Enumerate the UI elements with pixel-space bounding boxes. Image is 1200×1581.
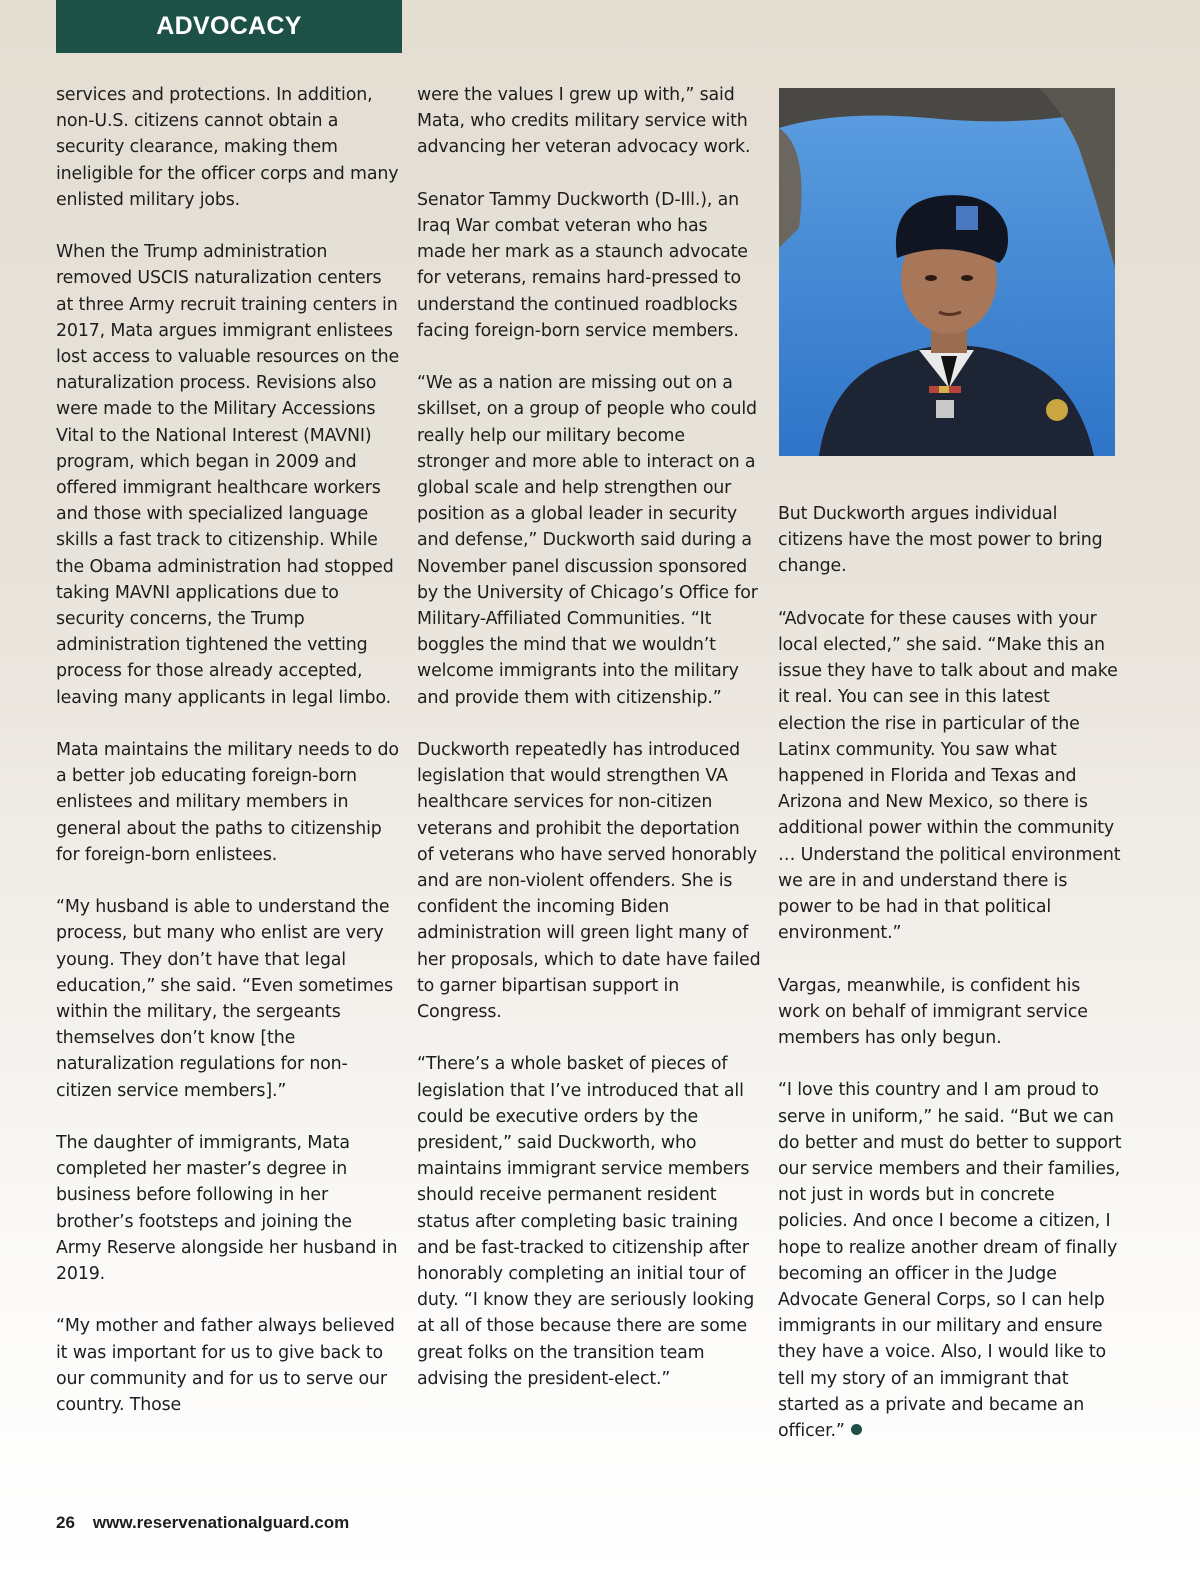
paragraph: were the values I grew up with,” said Mata, who credits military service with advancing her veteran advocacy work.: [417, 85, 751, 158]
paragraph: But Duckworth argues individual citizens have the most power to bring change.: [778, 504, 1103, 577]
article-column-2: [417, 82, 761, 1392]
section-header-tab: ADVOCACY: [56, 0, 402, 53]
paragraph: “We as a nation are missing out on a skillset, on a group of people who could really help our military become stronger and more able to interact on a global scale and help strengthen our position as a global leader in security and defense,” Duckworth said during a November panel discussion sponsored by the University of Chicago’s Office for Military-Affiliated Communities. “It boggles the mind that we wouldn’t welcome immigrants into the military and provide them with citizenship.”: [417, 373, 758, 708]
paragraph: “My mother and father always believed it was important for us to give back to our community and for us to serve our country. Those: [56, 1316, 395, 1416]
paragraph: “Advocate for these causes with your local elected,” she said. “Make this an issue they have to talk about and make it real. You can see in this latest election the rise in particular of the Latinx community. You saw what happened in Florida and Texas and Arizona and New Mexico, so there is additional power within the community … Understand the political environment we are in and understand there is power to be had in that political environment.”: [778, 608, 1121, 944]
paragraph: Vargas, meanwhile, is confident his work on behalf of immigrant service members has only begun.: [778, 975, 1088, 1049]
article-column-3: [778, 501, 1122, 1444]
paragraph: “My husband is able to understand the process, but many who enlist are very young. They don’t have that legal education,” she said. “Even sometimes within the military, the sergeants themselves don’t know [the naturalization regulations for non-citizen service members].”: [56, 897, 393, 1101]
soldier-photo: [779, 88, 1115, 456]
page-number: 26: [56, 1513, 75, 1532]
paragraph: When the Trump administration removed USCIS naturalization centers at three Army recruit training centers in 2017, Mata argues immigrant enlistees lost access to valuable resources on the naturalization process. Revisions also were made to the Military Accessions Vital to the National Interest (MAVNI) program, which began in 2009 and offered immigrant healthcare workers and those with specialized language skills a fast track to citizenship. While the Obama administration had stopped taking MAVNI applications due to security concerns, the Trump administration tightened the vetting process for those already accepted, leaving many applicants in legal limbo.: [56, 242, 400, 708]
paragraph: “There’s a whole basket of pieces of legislation that I’ve introduced that all could be executive orders by the president,” said Duckworth, who maintains immigrant service members should receive permanent resident status after completing basic training and be fast-tracked to citizenship after honorably completing an initial tour of duty. “I know they are seriously looking at all of those because there are some great folks on the transition team advising the president-elect.”: [417, 1054, 755, 1389]
paragraph: services and protections. In addition, non-U.S. citizens cannot obtain a security clearance, making them ineligible for the officer corps and many enlisted military jobs.: [56, 85, 399, 210]
website-url: www.reservenationalguard.com: [92, 1513, 350, 1532]
page-footer: [56, 1513, 349, 1533]
end-mark-icon: [851, 1424, 862, 1435]
closing-paragraph-text: “I love this country and I am proud to serve in uniform,” he said. “But we can do better and must do better to support our service members and their families, not just in words but in concrete policies. And once I become a citizen, I hope to realize another dream of finally becoming an officer in the Judge Advocate General Corps, so I can help immigrants in our military and ensure they have a voice. Also, I would like to tell my story of an immigrant that started as a private and became an officer.”: [778, 1080, 1122, 1442]
paragraph: Mata maintains the military needs to do a better job educating foreign-born enlistees and military members in general about the paths to citizenship for foreign-born enlistees.: [56, 740, 399, 865]
paragraph: Senator Tammy Duckworth (D-Ill.), an Iraq War combat veteran who has made her mark as a staunch advocate for veterans, remains hard-pressed to understand the continued roadblocks facing foreign-born service members.: [417, 189, 748, 341]
paragraph: The daughter of immigrants, Mata completed her master’s degree in business before following in her brother’s footsteps and joining the Army Reserve alongside her husband in 2019.: [56, 1133, 398, 1285]
paragraph: [778, 1077, 1122, 1444]
article-column-1: [56, 82, 400, 1418]
paragraph: Duckworth repeatedly has introduced legislation that would strengthen VA healthcare services for non-citizen veterans and prohibit the deportation of veterans who have served honorably and are non-violent offenders. She is confident the incoming Biden administration will green light many of her proposals, which to date have failed to garner bipartisan support in Congress.: [417, 740, 761, 1023]
